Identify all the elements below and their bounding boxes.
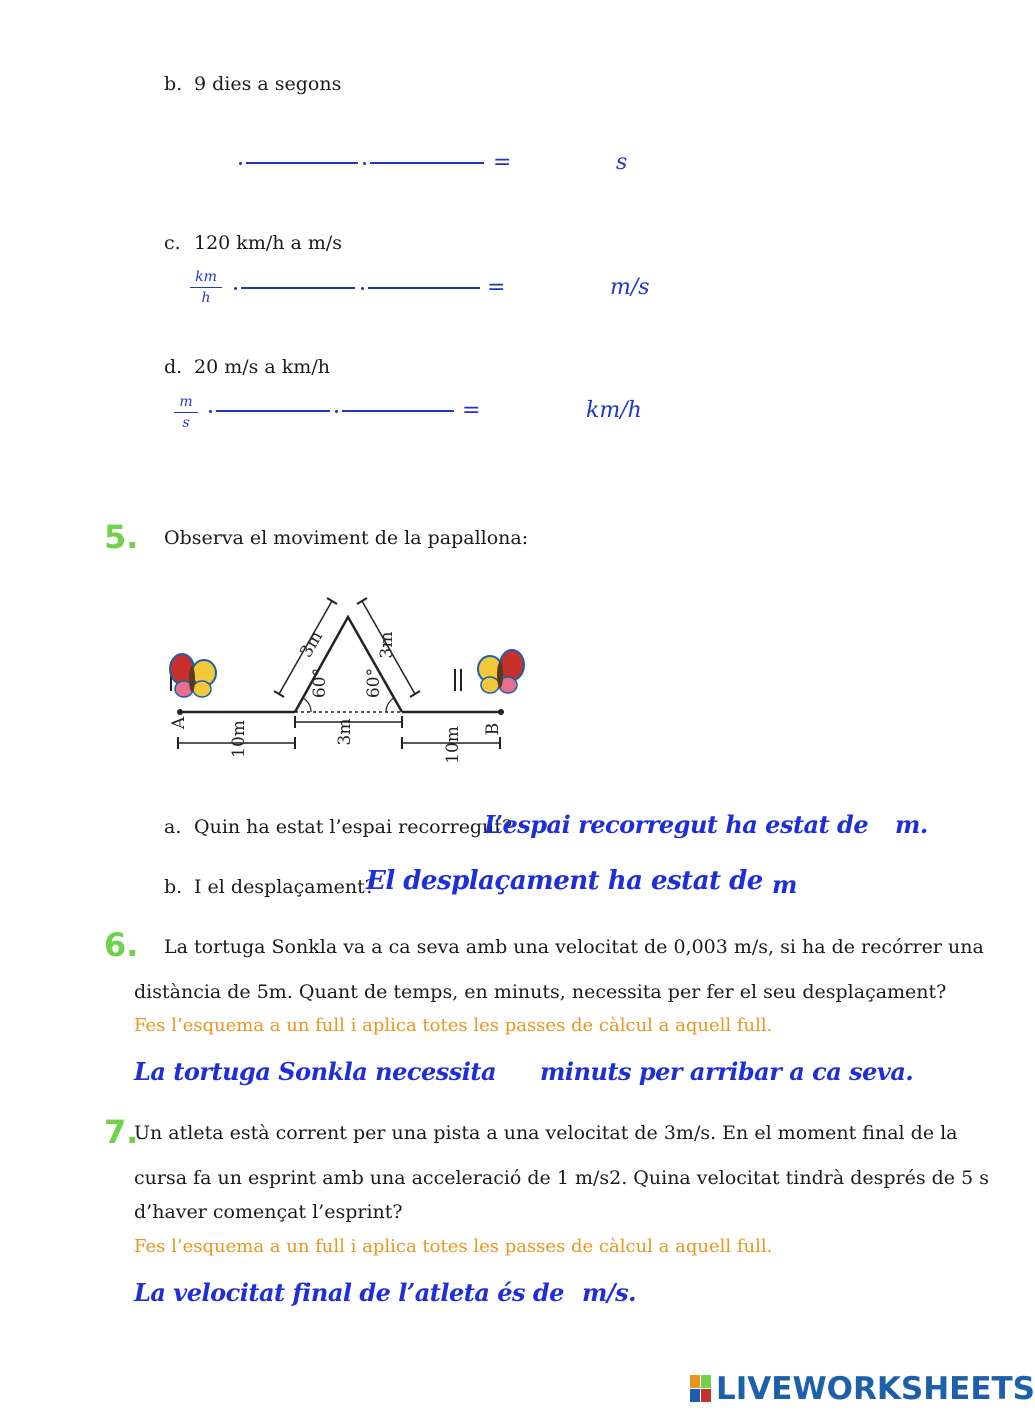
- q7-answer-input[interactable]: [490, 1279, 574, 1307]
- q4d-text: 20 m/s a km/h: [194, 356, 330, 378]
- q5b-answer-input[interactable]: [664, 870, 764, 898]
- q4b-equals: =: [493, 150, 512, 175]
- dim-right-tick-1: [357, 598, 367, 604]
- q4c-frac-num: km: [195, 269, 217, 285]
- q7-instruction: Fes l’esquema a un full i aplica totes les passes de càlcul a aquell full.: [134, 1236, 773, 1257]
- q4b-label: b.: [164, 73, 183, 95]
- q4d-dot-1: [209, 410, 212, 413]
- q4d-blank-2[interactable]: [342, 410, 454, 412]
- q4c-label: c.: [164, 232, 181, 254]
- q4c-blank-2[interactable]: [368, 287, 480, 289]
- q6-number: 6.: [104, 926, 139, 964]
- liveworksheets-logo: [690, 1372, 1035, 1406]
- logo-text: LIVEWORKSHEETS: [716, 1371, 1035, 1407]
- q4d-blank-1[interactable]: [216, 410, 330, 412]
- q4d-equals: =: [462, 398, 481, 423]
- q7-line2: cursa fa un esprint amb una acceleració de 1 m/s2. Quina velocitat tindrà després de 5 s: [134, 1167, 989, 1189]
- butterfly-icon-b: [478, 650, 524, 693]
- q5b-answer-unit: m: [772, 870, 797, 899]
- label-angle-right: 60°: [364, 667, 384, 699]
- q5a-answer-unit: m.: [895, 810, 928, 839]
- label-angle-left: 60°: [310, 667, 330, 699]
- q4c-frac-bar: [190, 287, 222, 288]
- q7-answer-prefix: La velocitat final de l’atleta és de: [134, 1278, 564, 1307]
- q4c-text: 120 km/h a m/s: [194, 232, 343, 254]
- q4c-blank-1[interactable]: [241, 287, 355, 289]
- dim-left-tick-2: [327, 598, 337, 604]
- label-seg-right: 10m: [443, 726, 463, 764]
- label-side-left: 3m: [296, 627, 328, 662]
- q4c-equals: =: [487, 275, 506, 300]
- q4d-frac-den: s: [182, 415, 190, 431]
- q6-instruction: Fes l’esquema a un full i aplica totes les passes de càlcul a aquell full.: [134, 1015, 773, 1036]
- q6-line1: La tortuga Sonkla va a ca seva amb una velocitat de 0,003 m/s, si ha de recórrer una: [164, 936, 984, 958]
- q5b-label: b.: [164, 876, 183, 898]
- q4c-frac-den: h: [201, 290, 211, 306]
- q4c-fraction: [190, 268, 222, 307]
- q7-answer-suffix: m/s.: [582, 1278, 637, 1307]
- q4d-fraction: [174, 393, 198, 432]
- logo-badge-icon: [690, 1375, 712, 1403]
- q5-number: 5.: [104, 518, 139, 556]
- q4b-blank-2[interactable]: [370, 162, 484, 164]
- q4b-text: 9 dies a segons: [194, 73, 342, 95]
- point-a-dot: [177, 709, 183, 715]
- angle-arc-left: [303, 698, 311, 712]
- q4c-unit: m/s: [610, 275, 650, 300]
- label-point-a: A: [169, 716, 189, 730]
- q7-line1: Un atleta està corrent per una pista a una velocitat de 3m/s. En el moment final de la: [134, 1122, 958, 1144]
- q5a-question: Quin ha estat l’espai recorregut?: [194, 816, 513, 838]
- q4d-dot-2: [335, 410, 338, 413]
- q4d-label: d.: [164, 356, 183, 378]
- q6-line2: distància de 5m. Quant de temps, en minuts, necessita per fer el seu desplaçament?: [134, 981, 947, 1003]
- q5a-answer-input[interactable]: [798, 812, 888, 840]
- q7-line3: d’haver començat l’esprint?: [134, 1201, 403, 1223]
- butterfly-path-diagram: [140, 595, 540, 780]
- point-b-dot: [498, 709, 504, 715]
- q5a-answer-prefix: L’espai recorregut ha estat de: [484, 810, 869, 839]
- q6-answer-input[interactable]: [448, 1058, 532, 1086]
- q4c-dot-2: [361, 287, 364, 290]
- q4d-frac-bar: [174, 412, 198, 413]
- label-seg-left: 10m: [229, 720, 249, 758]
- q4b-unit: s: [616, 150, 628, 175]
- q6-answer-suffix: minuts per arribar a ca seva.: [540, 1057, 914, 1086]
- butterfly-icon-a: [170, 654, 216, 697]
- q6-answer-prefix: La tortuga Sonkla necessita: [134, 1057, 497, 1086]
- q4b-dot-2: [363, 162, 366, 165]
- q5-prompt: Observa el moviment de la papallona:: [164, 527, 529, 549]
- q4d-unit: km/h: [586, 398, 642, 423]
- label-side-right: 3m: [377, 631, 397, 659]
- q4b-blank-1[interactable]: [246, 162, 358, 164]
- q7-number: 7.: [104, 1113, 139, 1151]
- dim-left-tick-1: [274, 691, 284, 697]
- q4d-frac-num: m: [179, 394, 193, 410]
- q4b-dot-1: [239, 162, 242, 165]
- label-seg-mid: 3m: [335, 718, 355, 746]
- label-point-b: B: [483, 722, 503, 736]
- q5b-question: I el desplaçament?: [194, 876, 375, 898]
- dim-right-tick-2: [410, 691, 420, 697]
- q4c-dot-1: [234, 287, 237, 290]
- q5b-answer-prefix: El desplaçament ha estat de: [366, 866, 763, 896]
- q5a-label: a.: [164, 816, 182, 838]
- angle-arc-right: [386, 698, 394, 712]
